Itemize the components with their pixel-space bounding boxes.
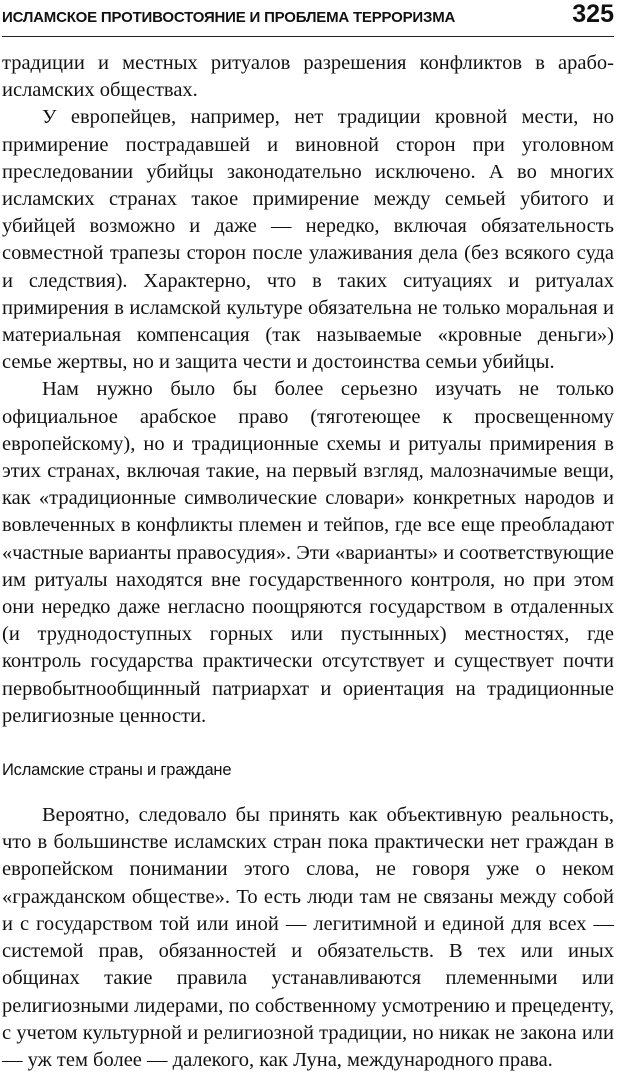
body-text bbox=[2, 50, 614, 1074]
running-header bbox=[2, 0, 614, 37]
paragraph: Вероятно, следовало бы принять как объективную реальность, что в большинстве исламских стран пока практически нет граждан в европейском понимании этого слова, не говоря уже о неком «гражданском обществе». То есть люди там не связаны между собой и с государством той или иной — легитимной и единой для всех — системой прав, обязанностей и обязательств. В тех или иных общинах такие правила устанавливаются племенными или религиозными лидерами, по собственному усмотрению и прецеденту, с учетом культурной и религиозной традиции, но никак не закона или — уж тем более — далекого, как Луна, международного права. bbox=[2, 804, 614, 1071]
paragraph-continued: традиции и местных ритуалов разрешения конфликтов в арабо-исламских обществах. bbox=[2, 52, 614, 102]
paragraph: Нам нужно было бы более серьезно изучать не только официальное арабское право (тяготеющее к просвещенному европейскому), но и традиционные схемы и ритуалы примирения в этих странах, включая такие, на первый взгляд, малозначимые вещи, как «традиционные символические словари» конкретных народов и вовлеченных в конфликты племен и тейпов, где все еще преобладают «частные варианты правосудия». Эти «варианты» и соответствующие им ритуалы находятся вне государственного контроля, но при этом они нередко даже негласно поощряются государством в отдаленных (и труднодоступных горных или пустынных) местностях, где контроль государства практически отсутствует и существует почти первобытнообщинный патриархат и ориентация на традиционные религиозные ценности. bbox=[2, 378, 614, 727]
page-number: 325 bbox=[572, 0, 614, 28]
paragraph: У европейцев, например, нет традиции кровной мести, но примирение пострадавшей и виновной сторон при уголовном преследовании убийцы законодательно исключено. А во многих исламских странах такое примирение между семьей убитого и убийцей возможно и даже — нередко, включая обязательность совместной трапезы сторон после улаживания дела (без всякого суда и следствия). Характерно, что в таких ситуациях и ритуалах примирения в исламской культуре обязательна не только моральная и материальная компенсация (так называемые «кровные деньги») семье жертвы, но и защита чести и достоинства семьи убийцы. bbox=[2, 106, 614, 374]
section-heading: Исламские страны и граждане bbox=[2, 761, 232, 780]
running-title: ИСЛАМСКОЕ ПРОТИВОСТОЯНИЕ И ПРОБЛЕМА ТЕРРОРИЗМА bbox=[2, 9, 456, 26]
